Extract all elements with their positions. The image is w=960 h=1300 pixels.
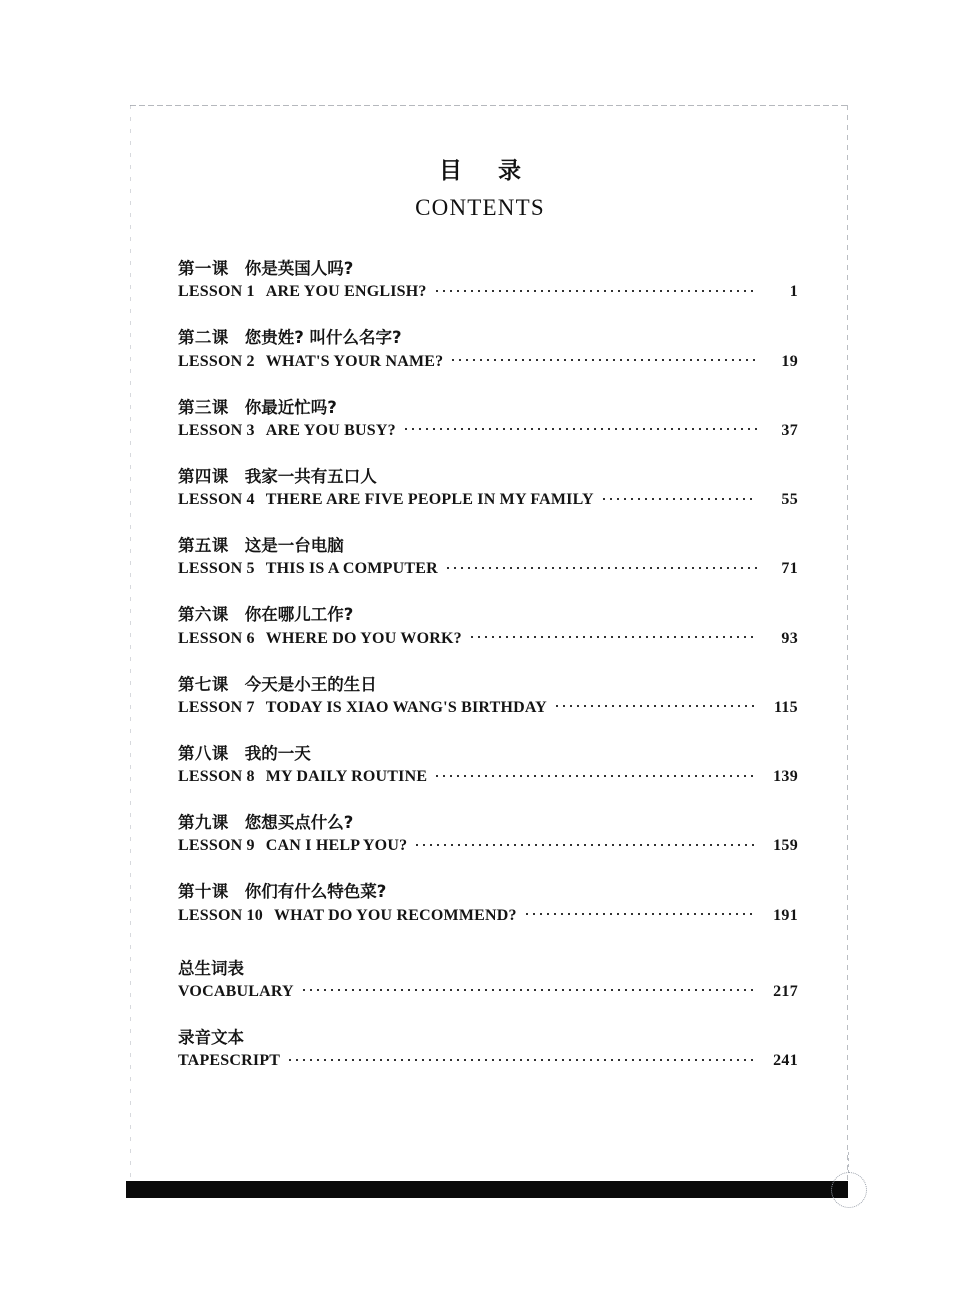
toc-entry-chinese-title: 总生词表 — [178, 958, 244, 978]
toc-entry-english — [178, 488, 798, 512]
toc-entry-chinese-number: 第五课 — [178, 536, 229, 556]
dot-leader — [416, 834, 757, 850]
toc-page-number: 1 — [789, 283, 798, 301]
toc-entry-chinese-title: 你在哪儿工作? — [244, 605, 354, 625]
toc-entry-english-title: THERE ARE FIVE PEOPLE IN MY FAMILY — [265, 491, 594, 509]
toc-entry-english-title: WHAT DO YOU RECOMMEND? — [273, 906, 517, 924]
dot-leader — [452, 350, 757, 366]
toc-entry-english-title: TAPESCRIPT — [178, 1052, 281, 1070]
toc-entry-english — [178, 557, 798, 581]
toc-entry[interactable] — [178, 674, 798, 720]
toc-entry-english — [178, 350, 798, 374]
toc-page-number: 37 — [781, 421, 798, 439]
page-border-top — [130, 105, 848, 106]
dot-leader — [526, 904, 757, 920]
dot-leader — [436, 280, 757, 296]
toc-entry[interactable] — [178, 327, 798, 373]
toc-page-number: 217 — [773, 982, 798, 1000]
toc-entry-chinese-title: 今天是小王的生日 — [244, 674, 377, 694]
toc-entry[interactable] — [178, 397, 798, 443]
toc-entry-english — [178, 419, 798, 443]
toc-entry-chinese-number: 第七课 — [178, 674, 229, 694]
toc-entry-chinese — [178, 1027, 798, 1049]
dot-leader — [447, 557, 757, 573]
toc-entry-chinese-title: 我家一共有五口人 — [244, 466, 377, 486]
toc-entry-lesson-number: LESSON 4 — [178, 491, 255, 509]
dot-leader — [405, 419, 757, 435]
toc-page-number: 191 — [773, 906, 798, 924]
appendix-list — [178, 958, 798, 1074]
toc-entry-lesson-number: LESSON 6 — [178, 629, 255, 647]
toc-entry-chinese-number: 第十课 — [178, 882, 229, 902]
scan-curl-circle-artifact — [831, 1172, 867, 1208]
toc-entry-english — [178, 834, 798, 858]
toc-entry-english-title: VOCABULARY — [178, 982, 294, 1000]
toc-page-number: 159 — [773, 837, 798, 855]
toc-entry-chinese — [178, 958, 798, 980]
toc-entry-lesson-number: LESSON 7 — [178, 698, 255, 716]
toc-entry-english — [178, 1049, 798, 1073]
toc-entry-lesson-number: LESSON 2 — [178, 352, 255, 370]
toc-entry-lesson-number: LESSON 8 — [178, 768, 255, 786]
toc-entry-chinese-title: 你们有什么特色菜? — [244, 882, 387, 902]
toc-entry[interactable] — [178, 604, 798, 650]
toc-entry-chinese-number: 第六课 — [178, 605, 229, 625]
toc-entry-lesson-number: LESSON 3 — [178, 421, 255, 439]
toc-entry-chinese — [178, 743, 798, 765]
toc-entry-english-title: CAN I HELP YOU? — [265, 837, 408, 855]
toc-entry-english — [178, 765, 798, 789]
toc-page-number: 241 — [773, 1052, 798, 1070]
toc-entry-chinese-number: 第八课 — [178, 743, 229, 763]
dot-leader — [436, 765, 757, 781]
dot-leader — [603, 488, 757, 504]
toc-entry-chinese-title: 这是一台电脑 — [244, 536, 344, 556]
scan-tick-mark — [848, 1152, 849, 1174]
toc-entry-lesson-number: LESSON 1 — [178, 283, 255, 301]
toc-entry-chinese-title: 你最近忙吗? — [244, 397, 337, 417]
toc-entry[interactable] — [178, 1027, 798, 1073]
toc-entry-english-title: WHERE DO YOU WORK? — [265, 629, 462, 647]
toc-entry-chinese — [178, 812, 798, 834]
toc-entry-english-title: ARE YOU ENGLISH? — [265, 283, 427, 301]
toc-page-number: 93 — [781, 629, 798, 647]
toc-entry-chinese-title: 你是英国人吗? — [244, 259, 354, 278]
toc-entry-english-title: ARE YOU BUSY? — [265, 421, 396, 439]
lesson-list — [178, 258, 798, 928]
toc-page-number: 139 — [773, 768, 798, 786]
toc-entry[interactable] — [178, 743, 798, 789]
toc-entry-chinese-title: 您贵姓? 叫什么名字? — [244, 328, 402, 348]
page-border-right — [847, 105, 848, 1190]
page-title — [0, 160, 960, 219]
toc-entry[interactable] — [178, 812, 798, 858]
toc-entry-chinese-number: 第三课 — [178, 397, 229, 417]
toc-page-number: 71 — [781, 560, 798, 578]
toc-entry-chinese — [178, 604, 798, 626]
dot-leader — [471, 627, 757, 643]
toc-entry[interactable] — [178, 881, 798, 927]
toc-entry[interactable] — [178, 958, 798, 1004]
toc-entry-chinese-title: 我的一天 — [244, 743, 311, 763]
toc-entry-english-title: TODAY IS XIAO WANG'S BIRTHDAY — [265, 698, 547, 716]
toc-entry-chinese — [178, 397, 798, 419]
toc-entry-chinese-title: 录音文本 — [178, 1027, 244, 1047]
toc-entry-chinese-number: 第四课 — [178, 466, 229, 486]
toc-entry-chinese-number: 第九课 — [178, 813, 229, 833]
toc-entry-english — [178, 696, 798, 720]
page-title-english: CONTENTS — [415, 195, 545, 220]
toc-entry-chinese-number: 第一课 — [178, 259, 229, 278]
toc-page-number: 55 — [781, 491, 798, 509]
toc-entry-english-title: MY DAILY ROUTINE — [265, 768, 428, 786]
toc-entry-lesson-number: LESSON 9 — [178, 837, 255, 855]
toc-entry-english — [178, 627, 798, 651]
toc-entry-chinese — [178, 327, 798, 349]
toc-page-number: 115 — [773, 698, 798, 716]
toc-entry-chinese — [178, 466, 798, 488]
toc-entry[interactable] — [178, 258, 798, 304]
page-title-chinese: 目 录 — [438, 158, 535, 184]
toc-entry-english — [178, 980, 798, 1004]
toc-entry-english-title: WHAT'S YOUR NAME? — [265, 352, 444, 370]
toc-entry-chinese-number: 第二课 — [178, 328, 229, 348]
dot-leader — [289, 1049, 757, 1065]
page-border-left — [130, 105, 131, 1190]
toc-entry-chinese — [178, 674, 798, 696]
toc-entry[interactable] — [178, 466, 798, 512]
toc-entry-english — [178, 904, 798, 928]
toc-entry-english-title: THIS IS A COMPUTER — [265, 560, 438, 578]
toc-entry-chinese-title: 您想买点什么? — [244, 813, 354, 833]
toc-page-number: 19 — [781, 352, 798, 370]
toc-entry-chinese — [178, 258, 798, 280]
toc-entry-english — [178, 280, 798, 304]
toc-entry-lesson-number: LESSON 10 — [178, 906, 263, 924]
toc-entry-chinese — [178, 535, 798, 557]
dot-leader — [303, 980, 757, 996]
bottom-black-bar — [126, 1181, 848, 1198]
toc-entry-chinese — [178, 881, 798, 903]
toc-entry-lesson-number: LESSON 5 — [178, 560, 255, 578]
toc-entry[interactable] — [178, 535, 798, 581]
table-of-contents — [178, 258, 798, 1096]
dot-leader — [556, 696, 757, 712]
